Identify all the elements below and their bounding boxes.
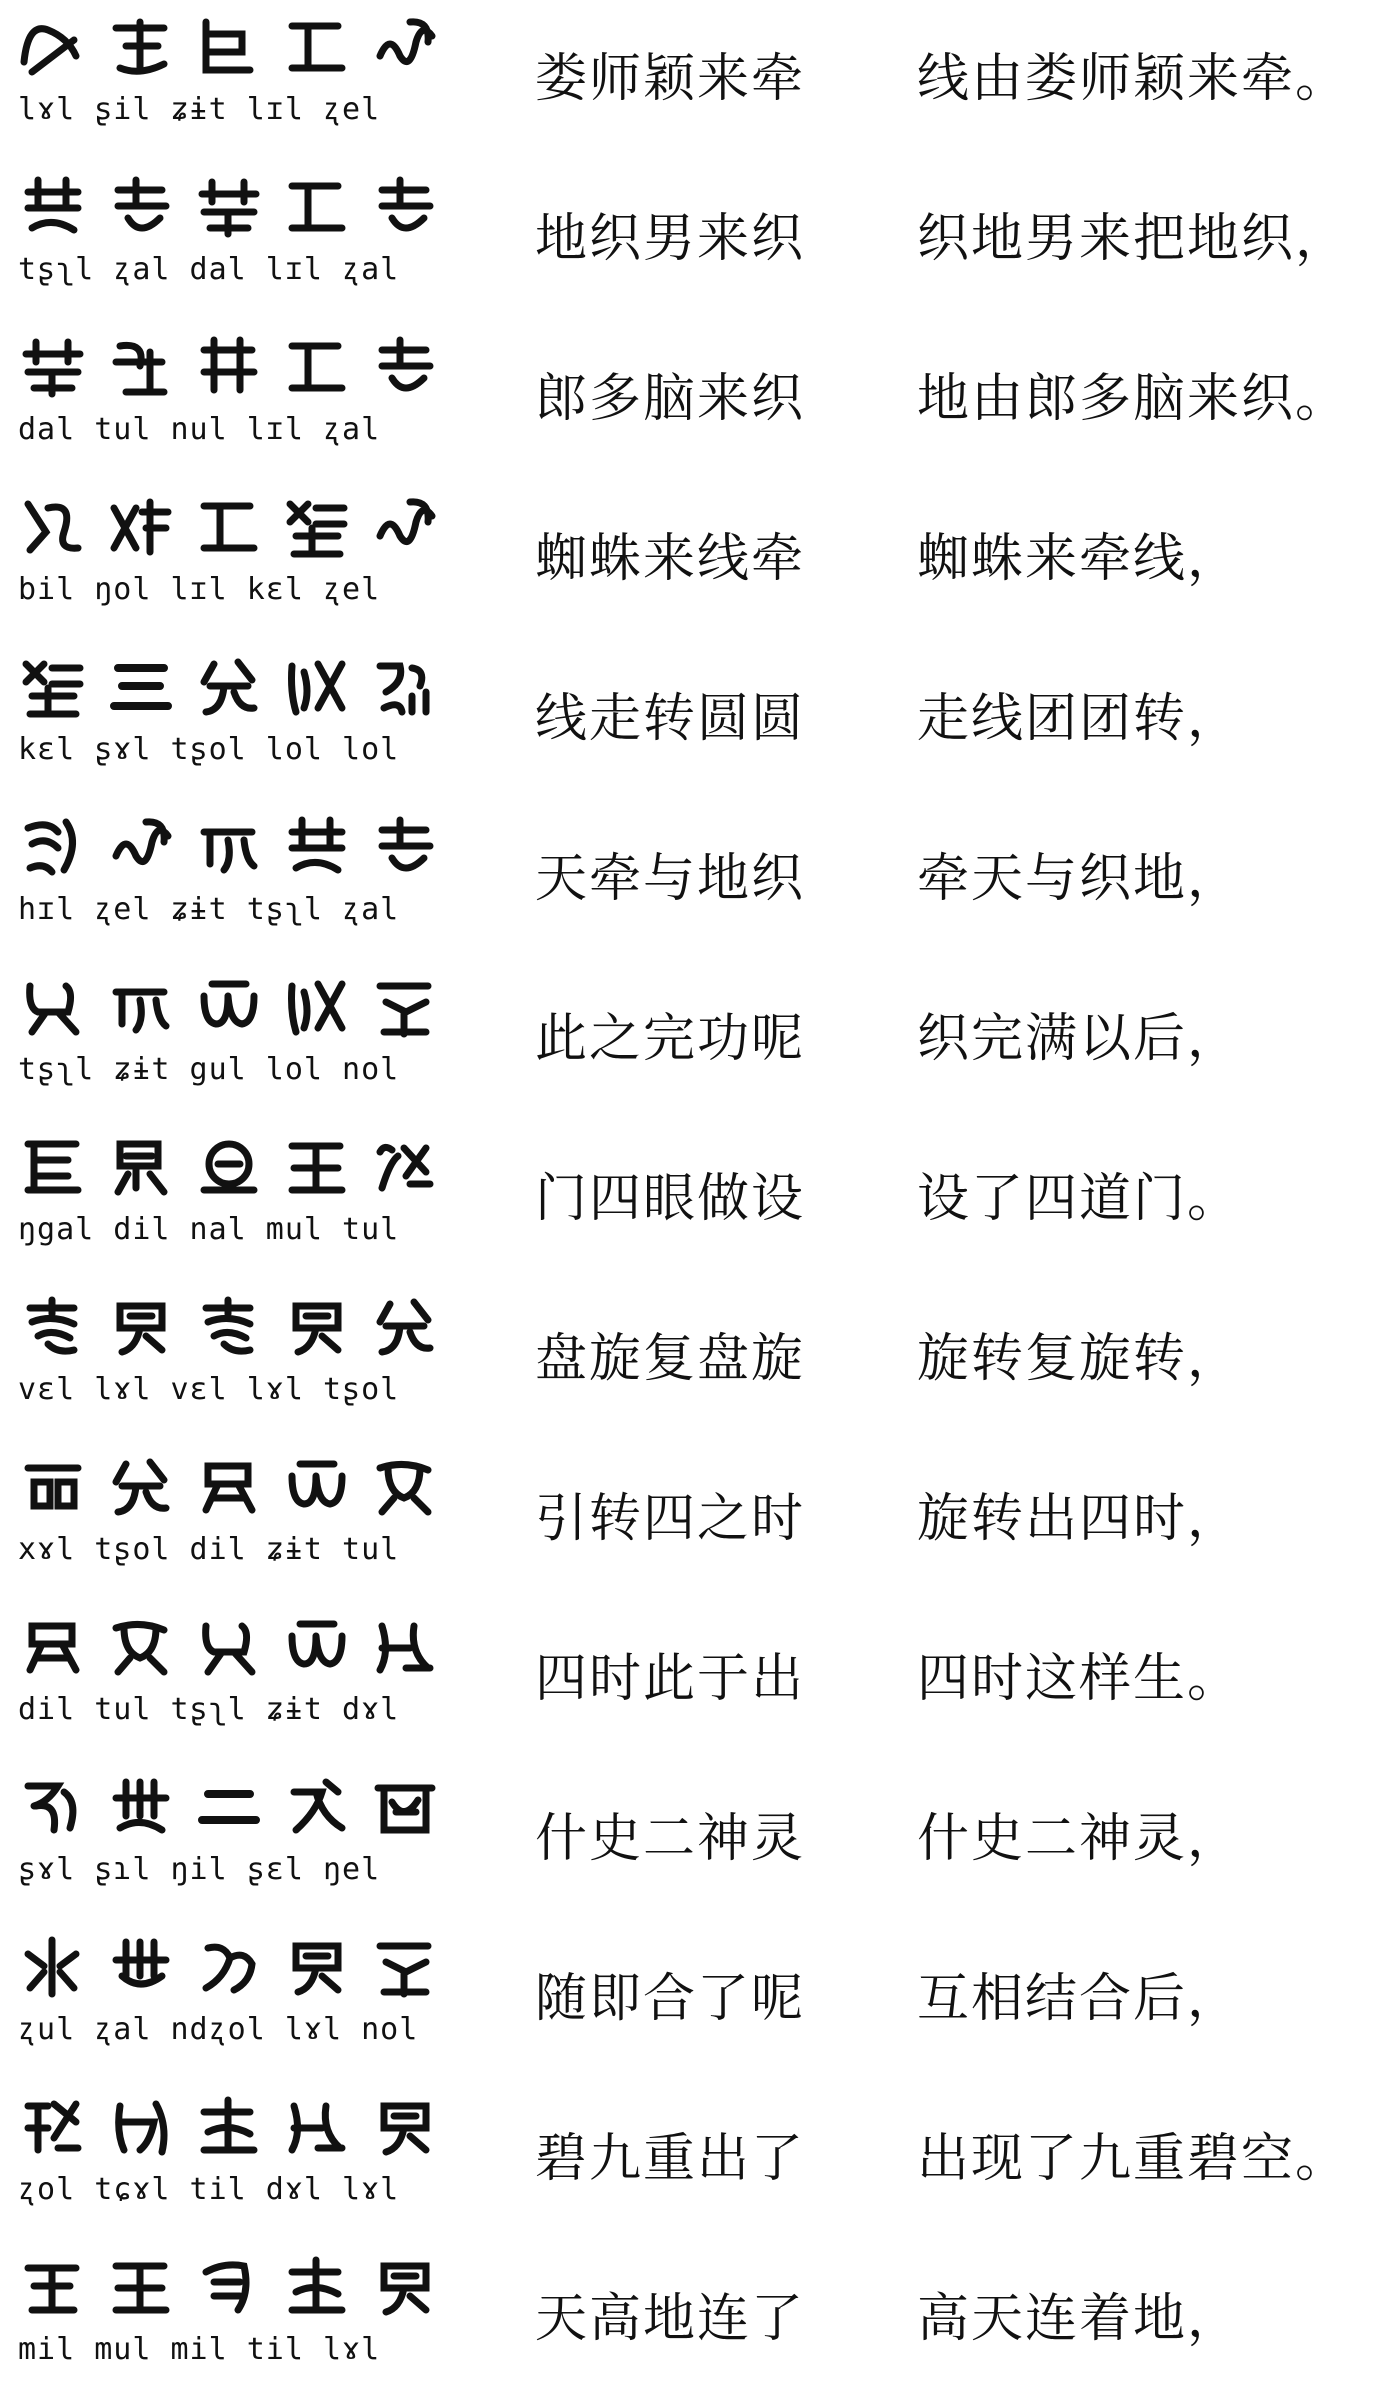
glyph-icon [194, 968, 264, 1046]
glyph-icon [18, 648, 88, 726]
glyph-icon [18, 1608, 88, 1686]
glyph-line [18, 1606, 458, 1746]
verse-row [0, 960, 1379, 1120]
literal-translation: 什史二神灵 [535, 1809, 806, 1869]
glyph-icon [194, 2088, 264, 2166]
phonetic-transcription: hɪl ʐel ʑɨt tʂʅl ʐal [18, 892, 400, 927]
glyph-icon [18, 1288, 88, 1366]
verse-row [0, 1600, 1379, 1760]
verse-row [0, 1920, 1379, 2080]
glyph-icon [370, 8, 440, 86]
glyph-icon [370, 488, 440, 566]
literal-translation: 地织男来织 [535, 209, 806, 269]
glyph-icon [106, 488, 176, 566]
phonetic-transcription: mil mul mil til lɤl [18, 2332, 381, 2367]
glyph-line [18, 326, 458, 466]
phonetic-transcription: dil tul tʂʅl ʑɨt dɤl [18, 1692, 400, 1727]
glyph-icon [106, 1928, 176, 2006]
glyph-line [18, 806, 458, 946]
glyph-icon [106, 648, 176, 726]
glyph-icon [18, 8, 88, 86]
glyph-icon [18, 488, 88, 566]
phonetic-transcription: vɛl lɤl vɛl lɤl tʂol [18, 1372, 400, 1407]
glyph-icon [282, 168, 352, 246]
glyph-icon [282, 488, 352, 566]
phonetic-transcription: tʂʅl ʐal dal lɪl ʐal [18, 252, 400, 287]
glyph-icon [282, 2088, 352, 2166]
glyph-icon [106, 1608, 176, 1686]
free-translation: 四时这样生。 [917, 1649, 1242, 1709]
glyph-icon [370, 1768, 440, 1846]
free-translation: 旋转复旋转， [917, 1329, 1242, 1389]
glyph-icon [18, 808, 88, 886]
glyph-icon [106, 1448, 176, 1526]
phonetic-transcription: ʐol tɕɤl til dɤl lɤl [18, 2172, 400, 2207]
glyph-icon [18, 968, 88, 1046]
literal-translation: 随即合了呢 [535, 1969, 806, 2029]
free-translation: 牵天与织地， [917, 849, 1242, 909]
glyph-line [18, 1286, 458, 1426]
glyph-icon [194, 1288, 264, 1366]
glyph-icon [194, 328, 264, 406]
glyph-icon [194, 1448, 264, 1526]
phonetic-transcription: tʂʅl ʑɨt gul lol nol [18, 1052, 400, 1087]
glyph-icon [106, 1768, 176, 1846]
literal-translation: 门四眼做设 [535, 1169, 806, 1229]
glyph-icon [282, 968, 352, 1046]
literal-translation: 此之完功呢 [535, 1009, 806, 1069]
glyph-line [18, 2246, 458, 2386]
free-translation: 蜘蛛来牵线， [917, 529, 1242, 589]
free-translation: 旋转出四时， [917, 1489, 1242, 1549]
glyph-line [18, 166, 458, 306]
glyph-icon [194, 1608, 264, 1686]
glyph-icon [370, 648, 440, 726]
literal-translation: 引转四之时 [535, 1489, 806, 1549]
glyph-icon [106, 328, 176, 406]
glyph-icon [282, 1288, 352, 1366]
verse-row [0, 1760, 1379, 1920]
free-translation: 线由娄师颖来牵。 [917, 49, 1350, 109]
free-translation: 地由郎多脑来织。 [917, 369, 1350, 429]
phonetic-transcription: ʂɤl ʂɿl ŋil ʂɛl ŋel [18, 1852, 381, 1887]
free-translation: 互相结合后， [917, 1969, 1242, 2029]
glyph-icon [370, 968, 440, 1046]
literal-translation: 碧九重出了 [535, 2129, 806, 2189]
literal-translation: 郎多脑来织 [535, 369, 806, 429]
glyph-icon [370, 808, 440, 886]
literal-translation: 蜘蛛来线牵 [535, 529, 806, 589]
glyph-icon [194, 488, 264, 566]
phonetic-transcription: dal tul nul lɪl ʐal [18, 412, 381, 447]
glyph-icon [370, 168, 440, 246]
verse-row [0, 1440, 1379, 1600]
glyph-line [18, 1446, 458, 1586]
free-translation: 织地男来把地织， [917, 209, 1350, 269]
glyph-icon [18, 168, 88, 246]
glyph-line [18, 966, 458, 1106]
glyph-line [18, 646, 458, 786]
free-translation: 设了四道门。 [917, 1169, 1242, 1229]
glyph-icon [106, 2088, 176, 2166]
glyph-icon [282, 648, 352, 726]
glyph-line [18, 1126, 458, 1266]
glyph-line [18, 6, 458, 146]
glyph-icon [18, 2248, 88, 2326]
glyph-icon [106, 968, 176, 1046]
phonetic-transcription: kɛl ʂɤl tʂol lol lol [18, 732, 400, 767]
glyph-icon [282, 1448, 352, 1526]
glyph-icon [194, 168, 264, 246]
glyph-icon [370, 1608, 440, 1686]
verse-row [0, 640, 1379, 800]
verse-row [0, 1120, 1379, 1280]
phonetic-transcription: lɤl ʂil ʑɨt lɪl ʐel [18, 92, 381, 127]
glyph-icon [194, 1128, 264, 1206]
glyph-icon [370, 2088, 440, 2166]
literal-translation: 天高地连了 [535, 2289, 806, 2349]
verse-row [0, 2080, 1379, 2240]
glyph-icon [282, 1768, 352, 1846]
glyph-line [18, 2086, 458, 2226]
glyph-line [18, 486, 458, 626]
glyph-icon [106, 8, 176, 86]
glyph-icon [370, 1288, 440, 1366]
phonetic-transcription: ʐul ʐal ndʐol lɤl nol [18, 2012, 419, 2047]
glyph-icon [194, 2248, 264, 2326]
verse-row [0, 0, 1379, 160]
glyph-icon [106, 1128, 176, 1206]
glyph-icon [194, 808, 264, 886]
glyph-icon [194, 1928, 264, 2006]
glyph-icon [370, 2248, 440, 2326]
glyph-icon [18, 1128, 88, 1206]
glyph-icon [282, 2248, 352, 2326]
phonetic-transcription: xɤl tʂol dil ʑɨt tul [18, 1532, 400, 1567]
glyph-icon [106, 2248, 176, 2326]
glyph-icon [282, 8, 352, 86]
glyph-line [18, 1766, 458, 1906]
glyph-icon [106, 1288, 176, 1366]
free-translation: 什史二神灵， [917, 1809, 1242, 1869]
glyph-icon [370, 1928, 440, 2006]
literal-translation: 四时此于出 [535, 1649, 806, 1709]
glyph-icon [282, 1608, 352, 1686]
verse-row [0, 160, 1379, 320]
glyph-icon [194, 648, 264, 726]
glyph-icon [18, 1448, 88, 1526]
glyph-line [18, 1926, 458, 2066]
free-translation: 走线团团转， [917, 689, 1242, 749]
glyph-icon [282, 1128, 352, 1206]
glyph-icon [18, 328, 88, 406]
verse-row [0, 2240, 1379, 2400]
glyph-icon [370, 328, 440, 406]
glyph-icon [370, 1448, 440, 1526]
free-translation: 高天连着地， [917, 2289, 1242, 2349]
literal-translation: 娄师颖来牵 [535, 49, 806, 109]
glyph-icon [370, 1128, 440, 1206]
glyph-icon [194, 8, 264, 86]
verse-row [0, 1280, 1379, 1440]
glyph-icon [282, 328, 352, 406]
phonetic-transcription: ŋgal dil nal mul tul [18, 1212, 400, 1247]
glyph-icon [282, 1928, 352, 2006]
glyph-icon [18, 1768, 88, 1846]
free-translation: 出现了九重碧空。 [917, 2129, 1350, 2189]
glyph-icon [18, 1928, 88, 2006]
free-translation: 织完满以后， [917, 1009, 1242, 1069]
literal-translation: 线走转圆圆 [535, 689, 806, 749]
glyph-icon [18, 2088, 88, 2166]
glyph-icon [194, 1768, 264, 1846]
verse-row [0, 320, 1379, 480]
literal-translation: 天牵与地织 [535, 849, 806, 909]
phonetic-transcription: bil ŋol lɪl kɛl ʐel [18, 572, 381, 607]
glyph-icon [106, 808, 176, 886]
verse-row [0, 480, 1379, 640]
literal-translation: 盘旋复盘旋 [535, 1329, 806, 1389]
glyph-icon [282, 808, 352, 886]
glyph-icon [106, 168, 176, 246]
verse-row [0, 800, 1379, 960]
